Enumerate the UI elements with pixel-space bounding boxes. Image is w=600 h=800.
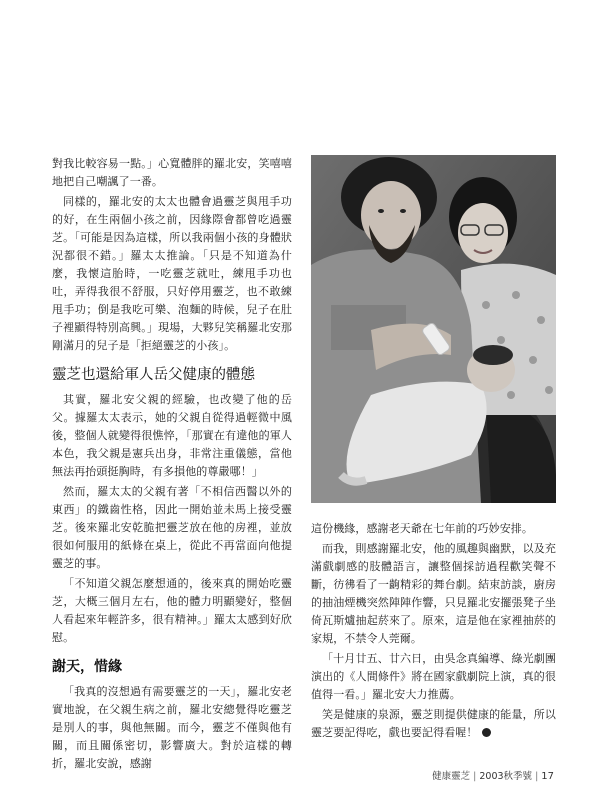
section-heading: 靈芝也還給軍人岳父健康的體態: [52, 367, 255, 383]
closing-text: 笑是健康的泉源，靈芝則提供健康的能量，所以靈芝要記得吃，戲也要記得看喔！: [311, 708, 556, 739]
right-column: [311, 520, 556, 742]
family-photo: [311, 155, 556, 503]
paragraph: 其實，羅北安父親的經驗，也改變了他的岳父。據羅太太表示，她的父親自從得過輕微中風後，整個人就變得很憔悴，「那實在有違他的軍人本色，我父親是憲兵出身，非常注重儀態，當他無法再抬頭挺胸時，有多損他的尊嚴哪！」: [52, 393, 292, 478]
paragraph: 同樣的，羅北安的太太也體會過靈芝與甩手功的好，在生兩個小孩之前，因緣際會都曾吃過靈芝。「可能是因為這樣，所以我兩個小孩的身體狀況都很不錯。」羅太太推論。「只是不知道為什麼，我懷這胎時，一吃靈芝就吐，練甩手功也吐，弄得我很不舒服，只好停用靈芝，也不敢練甩手功；倒是我吃可樂、泡麵的時候，兒子在肚子裡顯得特別高興。」現場，大夥兒笑稱羅北安那剛滿月的兒子是「拒絕靈芝的小孩」。: [52, 195, 292, 352]
paragraph: 對我比較容易一點。」心寬體胖的羅北安，笑嘻嘻地把自己嘲諷了一番。: [52, 157, 292, 188]
end-mark-icon: [482, 728, 491, 737]
footer-separator: |: [535, 771, 539, 782]
paragraph: 「十月廿五、廿六日，由吳念真編導、綠光劇團演出的《人間條件》將在國家戲劇院上演，真的很值得一看。」羅北安大力推薦。: [311, 652, 556, 701]
paragraph-closing: [311, 706, 556, 742]
paragraph: 「不知道父親怎麼想通的，後來真的開始吃靈芝，大概三個月左右，他的體力明顯變好，整個人看起來年輕許多，很有精神。」羅太太感到好欣慰。: [52, 577, 292, 644]
paragraph: 「我真的沒想過有需要靈芝的一天」，羅北安老實地說，在父親生病之前，羅北安總覺得吃靈芝是別人的事，與他無關。而今，靈芝不僅與他有關，而且關係密切，影響廣大。對於這樣的轉折，羅北安說，感謝: [52, 685, 292, 770]
issue-label: 2003秋季號: [479, 771, 533, 782]
left-column: [52, 155, 292, 773]
paragraph: 而我，則感謝羅北安，他的風趣與幽默，以及充滿戲劇感的肢體語言，讓整個採訪過程歡笑聲不斷，彷彿看了一齣精彩的舞台劇。結束訪談，廚房的抽油煙機突然陣陣作響，只見羅北安擺張凳子坐倚瓦斯爐抽起菸來了。原來，這是他在家裡抽菸的家規，不禁令人莞爾。: [311, 542, 556, 645]
page-number: 17: [541, 771, 554, 782]
paragraph: 這份機緣，感謝老天爺在七年前的巧妙安排。: [311, 522, 533, 535]
page-footer: [432, 768, 554, 782]
publication-name: 健康靈芝: [432, 771, 471, 782]
section-heading: 謝天，惜緣: [52, 659, 122, 675]
paragraph: 然而，羅太太的父親有著「不相信西醫以外的東西」的鐵齒性格，因此一開始並未馬上接受靈芝。後來羅北安乾脆把靈芝放在他的房裡，並放很如何服用的紙條在桌上，從此不再當面向他提靈芝的事。: [52, 485, 292, 570]
footer-separator: |: [473, 771, 477, 782]
